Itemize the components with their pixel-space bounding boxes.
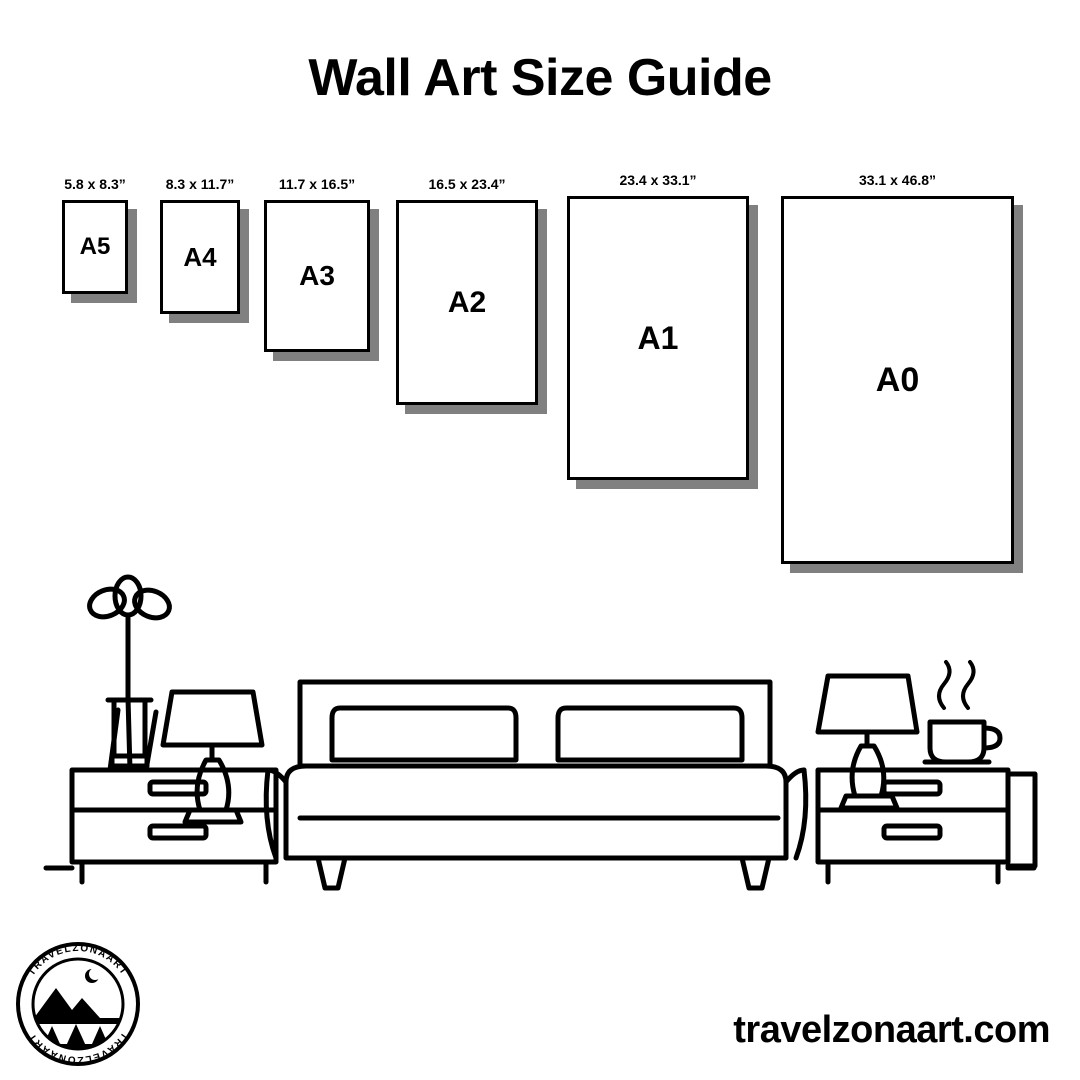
frame-a0-box (781, 196, 1014, 564)
frame-a4-dims: 8.3 x 11.7” (165, 176, 235, 192)
frame-a1-label: A1 (637, 319, 679, 356)
coffee-cup (925, 662, 1000, 762)
frame-a5-label: A5 (79, 233, 111, 260)
frame-a2-dims: 16.5 x 23.4” (428, 176, 506, 192)
frame-a0-dims: 33.1 x 46.8” (858, 172, 937, 188)
frame-a2-label: A2 (447, 285, 487, 319)
bed (266, 682, 806, 888)
frame-a3-label: A3 (299, 260, 335, 291)
frame-a1-dims: 23.4 x 33.1” (619, 172, 697, 188)
frame-a3 (264, 176, 370, 352)
frame-a2 (396, 176, 538, 405)
frame-a5-box (62, 200, 128, 294)
frame-a2-box (396, 200, 538, 405)
logo-text-top: TRAVELZONAART (26, 942, 130, 978)
table-lamp-right (818, 676, 917, 808)
frame-a4-label: A4 (183, 241, 217, 272)
plant-vase (85, 577, 173, 770)
frame-a4-box (160, 200, 240, 314)
table-lamp-left (163, 692, 262, 822)
frame-a1-box (567, 196, 749, 480)
frame-a5 (62, 176, 128, 294)
frame-a1 (567, 172, 749, 480)
site-url: travelzonaart.com (733, 1009, 1050, 1051)
nightstand-left (72, 770, 276, 882)
frame-a5-dims: 5.8 x 8.3” (64, 176, 126, 192)
page-title: Wall Art Size Guide (308, 49, 772, 107)
frame-a4 (160, 176, 240, 314)
brand-logo (14, 940, 142, 1068)
frame-a3-box (264, 200, 370, 352)
frame-a0-label: A0 (875, 360, 920, 399)
frame-a0 (781, 172, 1014, 564)
bedroom-illustration (0, 570, 1080, 910)
logo-text-bottom: TRAVELZONAART (26, 1030, 130, 1066)
frame-a3-dims: 11.7 x 16.5” (278, 176, 356, 192)
